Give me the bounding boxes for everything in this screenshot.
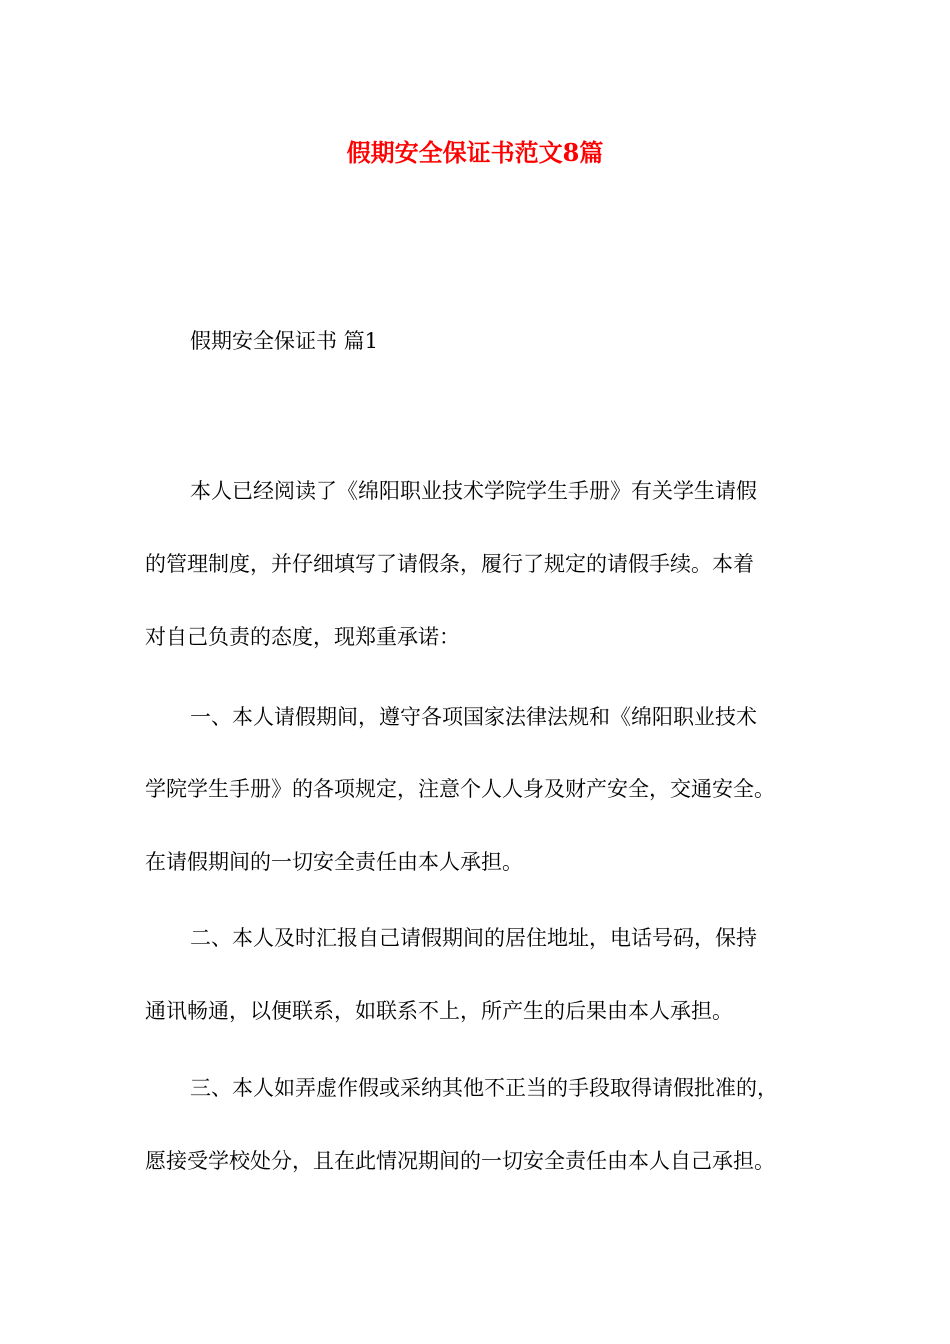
section-heading: 假期安全保证书 篇1 <box>190 329 379 353</box>
body-line-8: 通讯畅通，以便联系，如联系不上，所产生的后果由本人承担。 <box>145 999 733 1023</box>
body-line-6: 在请假期间的一切安全责任由本人承担。 <box>145 850 523 874</box>
body-line-3: 对自己负责的态度，现郑重承诺： <box>145 625 460 649</box>
body-line-1: 本人已经阅读了《绵阳职业技术学院学生手册》有关学生请假 <box>190 479 757 503</box>
body-line-4: 一、本人请假期间，遵守各项国家法律法规和《绵阳职业技术 <box>190 705 757 729</box>
body-line-9: 三、本人如弄虚作假或采纳其他不正当的手段取得请假批准的， <box>190 1076 778 1100</box>
body-line-7: 二、本人及时汇报自己请假期间的居住地址，电话号码，保持 <box>190 926 757 950</box>
body-line-5: 学院学生手册》的各项规定，注意个人人身及财产安全，交通安全。 <box>145 777 775 801</box>
body-line-10: 愿接受学校处分，且在此情况期间的一切安全责任由本人自己承担。 <box>145 1149 775 1173</box>
document-title: 假期安全保证书范文8篇 <box>346 138 604 167</box>
body-line-2: 的管理制度，并仔细填写了请假条，履行了规定的请假手续。本着 <box>145 552 754 576</box>
